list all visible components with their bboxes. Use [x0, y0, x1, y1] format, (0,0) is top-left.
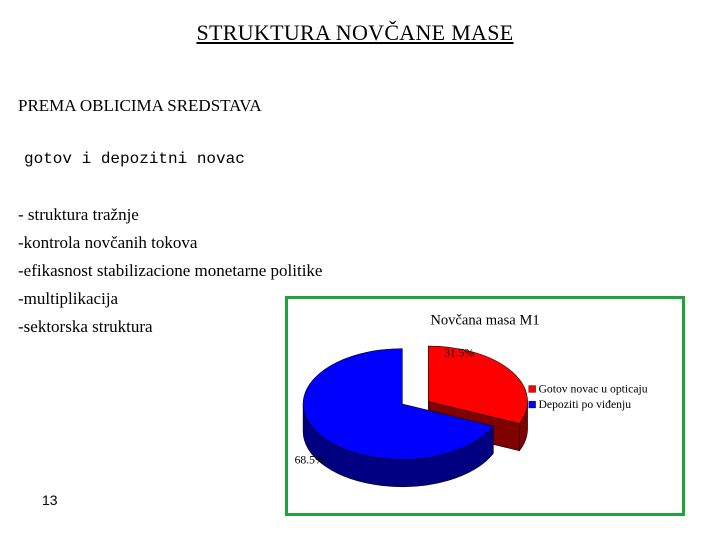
- legend-label: Depoziti po viđenju: [538, 397, 632, 411]
- pie-data-label: 31.5%: [444, 346, 475, 360]
- chart-title: Novčana masa M1: [430, 312, 540, 329]
- slide-subtitle: PREMA OBLICIMA SREDSTAVA: [18, 96, 262, 115]
- slide-number: 13: [42, 492, 58, 508]
- bullet-item: -efikasnost stabilizacione monetarne politike: [18, 261, 323, 280]
- slide-title: STRUKTURA NOVČANE MASE: [196, 20, 514, 45]
- pie-layer: [303, 346, 527, 487]
- chart-legend: [529, 382, 648, 411]
- bullet-item: - struktura tražnje: [18, 205, 139, 224]
- bullet-item: -multiplikacija: [18, 289, 119, 308]
- bullet-item: -kontrola novčanih tokova: [18, 233, 198, 252]
- legend-swatch: [529, 386, 536, 393]
- bullet-list: [18, 201, 322, 341]
- pie-chart-panel: [285, 296, 685, 516]
- pie-data-label: 68.5%: [294, 453, 325, 467]
- pie-chart: [288, 299, 682, 513]
- legend-swatch: [529, 401, 536, 408]
- bullet-item: -sektorska struktura: [18, 317, 153, 336]
- money-types-line: gotov i depozitni novac: [24, 150, 245, 168]
- legend-label: Gotov novac u opticaju: [538, 382, 648, 396]
